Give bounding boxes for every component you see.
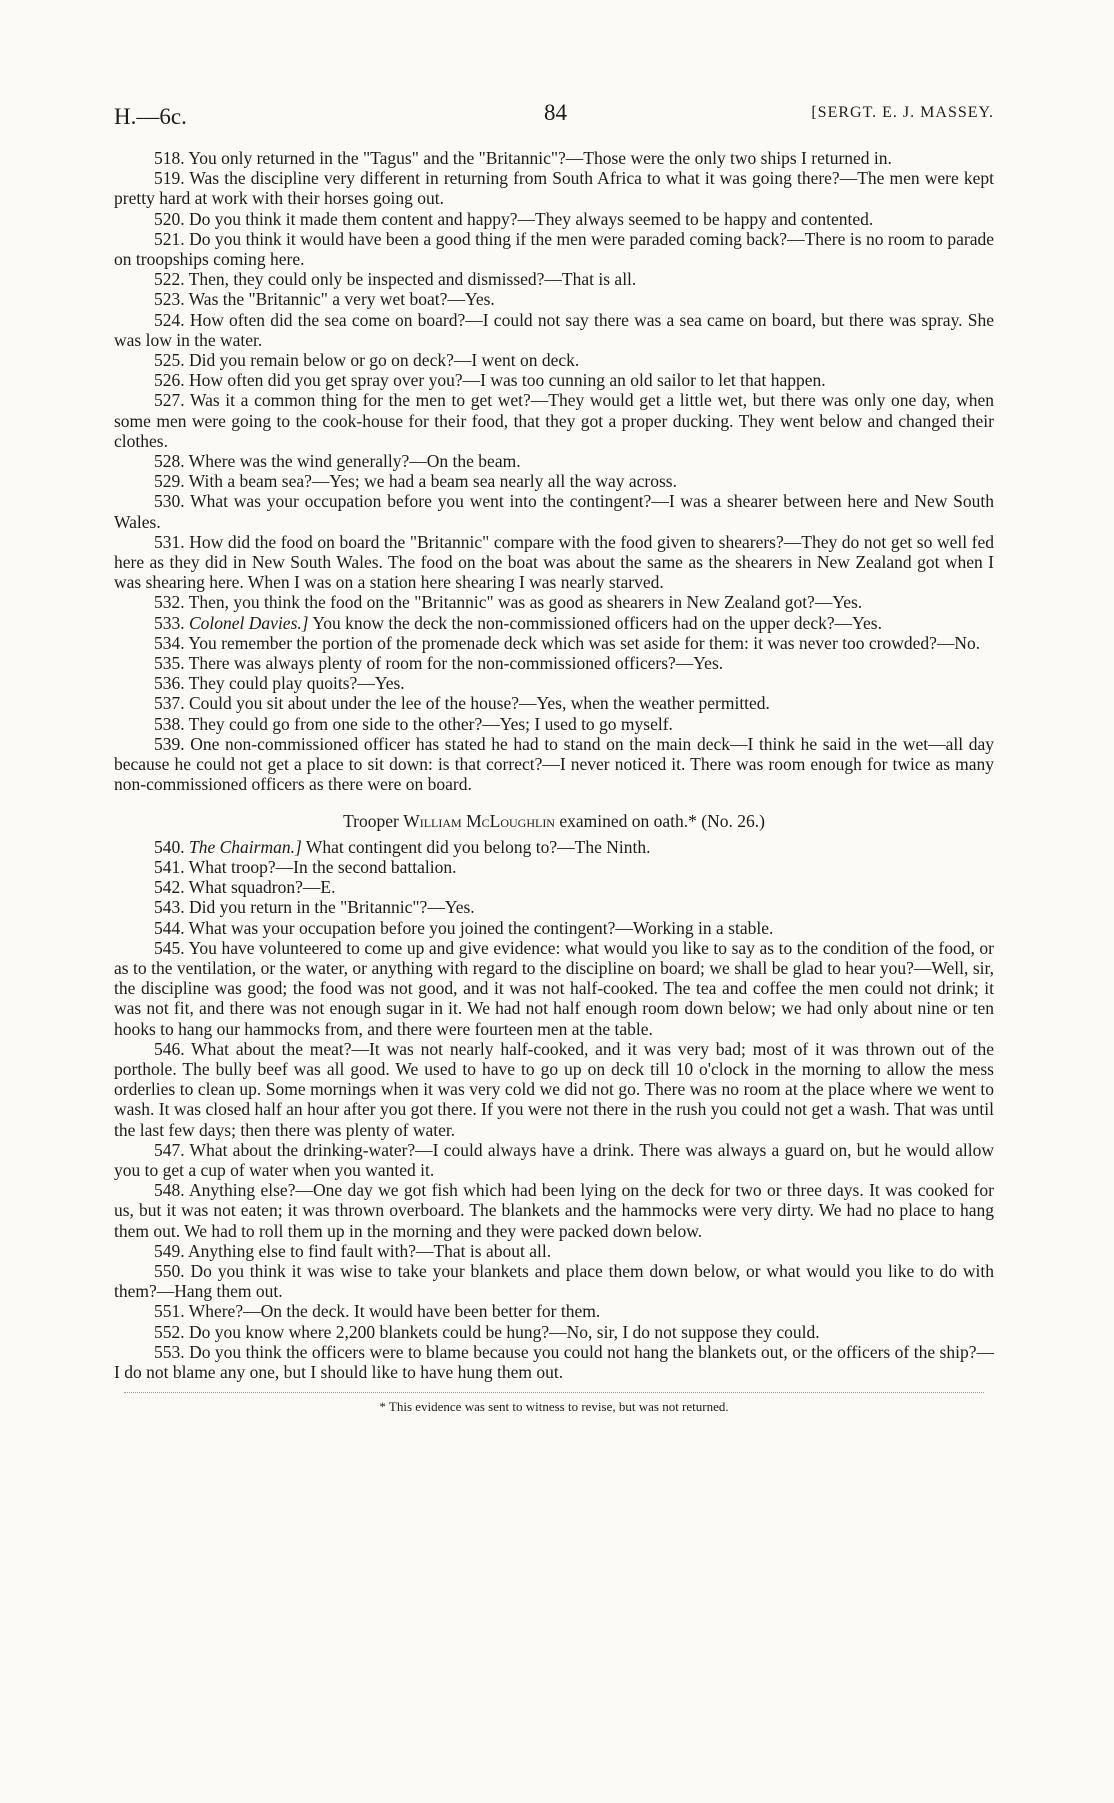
evidence-paragraph: 549. Anything else to find fault with?—That is about all. [154,1240,552,1261]
evidence-paragraph: 531. How did the food on board the "Britannic" compare with the food given to shearers?—They do not get so well fed here as they did in New South Wales. The food on the boat was about the same as the shearers in New Zealand got when I was shearing here. When I was on a station here shearing I was nearly starved. [114,531,994,593]
evidence-paragraph: 526. How often did you get spray over you?—I was too cunning an old sailor to let that happen. [154,370,826,391]
page-header [114,100,994,130]
evidence-paragraph: 548. Anything else?—One day we got fish which had been lying on the deck for two or three days. It was cooked for us, but it was not eaten; it was thrown overboard. The blankets and the hammocks were very dirty. We had no place to hang them out. We had to roll them up in the morning and they were packed down below. [114,1180,994,1241]
evidence-paragraph: 541. What troop?—In the second battalion. [154,856,457,877]
evidence-paragraph: 529. With a beam sea?—Yes; we had a beam sea nearly all the way across. [154,471,677,492]
evidence-paragraph: 525. Did you remain below or go on deck?—I went on deck. [154,350,580,371]
evidence-paragraph: 518. You only returned in the "Tagus" and the "Britannic"?—Those were the only two ships I returned in. [154,148,892,168]
evidence-paragraph: 538. They could go from one side to the other?—Yes; I used to go myself. [154,713,673,734]
evidence-section-3 [114,857,994,1382]
question-text: You know the deck the non-commissioned officers had on the upper deck?—Yes. [312,612,882,633]
evidence-paragraph: 552. Do you know where 2,200 blankets could be hung?—No, sir, I do not suppose they could. [154,1321,820,1342]
witness-oath-note: examined on oath.* (No. 26.) [559,810,765,831]
evidence-section-2 [114,633,994,795]
document-code: H.—6c. [114,104,187,129]
evidence-paragraph: 542. What squadron?—E. [154,877,336,898]
question-text: What contingent did you belong to?—The Ninth. [305,836,651,857]
evidence-paragraph: 523. Was the "Britannic" a very wet boat?—Yes. [154,289,495,310]
evidence-paragraph: 546. What about the meat?—It was not nearly half-cooked, and it was very bad; most of it was thrown out of the porthole. The bully beef was all good. We used to have to go up on deck till 10 o'clock in the morning to allow the mess orderlies to clean up. Some mornings when it was very cold we did not go. There was no room at the place where we went to wash. It was closed half an hour after you got there. If you were not there in the rush you could not get a wash. That was until the last few days; then there was plenty of water. [114,1038,994,1140]
evidence-paragraph: 530. What was your occupation before you went into the contingent?—I was a shearer between here and New South Wales. [114,491,994,532]
witness-name: William McLoughlin [403,810,555,831]
evidence-paragraph: 522. Then, they could only be inspected and dismissed?—That is all. [154,269,637,290]
page-body [114,148,994,1417]
speaker-name: Colonel Davies.] [189,612,309,633]
evidence-paragraph: 551. Where?—On the deck. It would have been better for them. [154,1301,601,1322]
footnote: * This evidence was sent to witness to revise, but was not returned. [379,1399,729,1415]
witness-rank: Trooper [343,810,399,831]
witness-heading [114,811,994,831]
evidence-paragraph: 524. How often did the sea come on board?—I could not say there was a sea came on board, but there was spray. She was low in the water. [114,309,994,350]
question-number: 540. [154,836,185,857]
evidence-section-1 [114,148,994,613]
evidence-paragraph: 536. They could play quoits?—Yes. [154,673,405,694]
page-number: 84 [544,100,567,125]
evidence-paragraph: 537. Could you sit about under the lee of the house?—Yes, when the weather permitted. [154,693,770,714]
evidence-paragraph: 543. Did you return in the "Britannic"?—Yes. [154,897,475,918]
evidence-paragraph: 520. Do you think it made them content and happy?—They always seemed to be happy and contented. [154,208,874,229]
evidence-paragraph: 532. Then, you think the food on the "Britannic" was as good as shearers in New Zealand got?—Yes. [154,592,863,613]
witness-running-head: [SERGT. E. J. MASSEY. [811,104,994,121]
evidence-paragraph-533 [114,613,994,633]
evidence-paragraph: 519. Was the discipline very different in returning from South Africa to what it was going there?—The men were kept pretty hard at work with their horses going out. [114,168,994,209]
evidence-paragraph: 547. What about the drinking-water?—I could always have a drink. There was always a guard on, but he would allow you to get a cup of water when you wanted it. [114,1139,994,1180]
evidence-paragraph: 534. You remember the portion of the promenade deck which was set aside for them: it was never too crowded?—No. [154,632,981,653]
evidence-paragraph: 527. Was it a common thing for the men to get wet?—They would get a little wet, but there was only one day, when some men were going to the cook-house for their food, that they got a proper ducking. They went below and changed their clothes. [114,390,994,451]
evidence-paragraph-540 [114,837,994,857]
evidence-paragraph: 545. You have volunteered to come up and give evidence: what would you like to say as to the condition of the food, or as to the ventilation, or the water, or anything with regard to the discipline on board; we shall be glad to hear you?—Well, sir, the discipline was good; the food was not good, and it was not half-cooked. The tea and coffee the men could not drink; it was not fit, and there was not enough sugar in it. We had not half enough room down below; we had only about nine or ten hooks to hang our hammocks from, and there were fourteen men at the table. [114,937,994,1039]
speaker-name: The Chairman.] [189,836,302,857]
footnote-divider [124,1392,984,1393]
evidence-paragraph: 550. Do you think it was wise to take your blankets and place them down below, or what would you like to do with them?—Hang them out. [114,1260,994,1302]
evidence-paragraph: 535. There was always plenty of room for the non-commissioned officers?—Yes. [154,653,724,674]
evidence-paragraph: 528. Where was the wind generally?—On the beam. [154,451,521,472]
evidence-paragraph: 544. What was your occupation before you joined the contingent?—Working in a stable. [154,917,774,938]
evidence-paragraph: 553. Do you think the officers were to blame because you could not hang the blankets out, or the officers of the ship?—I do not blame any one, but I should like to have hung them out. [114,1341,994,1382]
question-number: 533. [154,612,185,633]
evidence-paragraph: 539. One non-commissioned officer has stated he had to stand on the main deck—I think he said in the wet—all day because he could not get a place to sit down: is that correct?—I never noticed it. There was room enough for twice as many non-commissioned officers as there were on board. [114,733,994,795]
evidence-paragraph: 521. Do you think it would have been a good thing if the men were paraded coming back?—There is no room to parade on troopships coming here. [114,228,994,270]
